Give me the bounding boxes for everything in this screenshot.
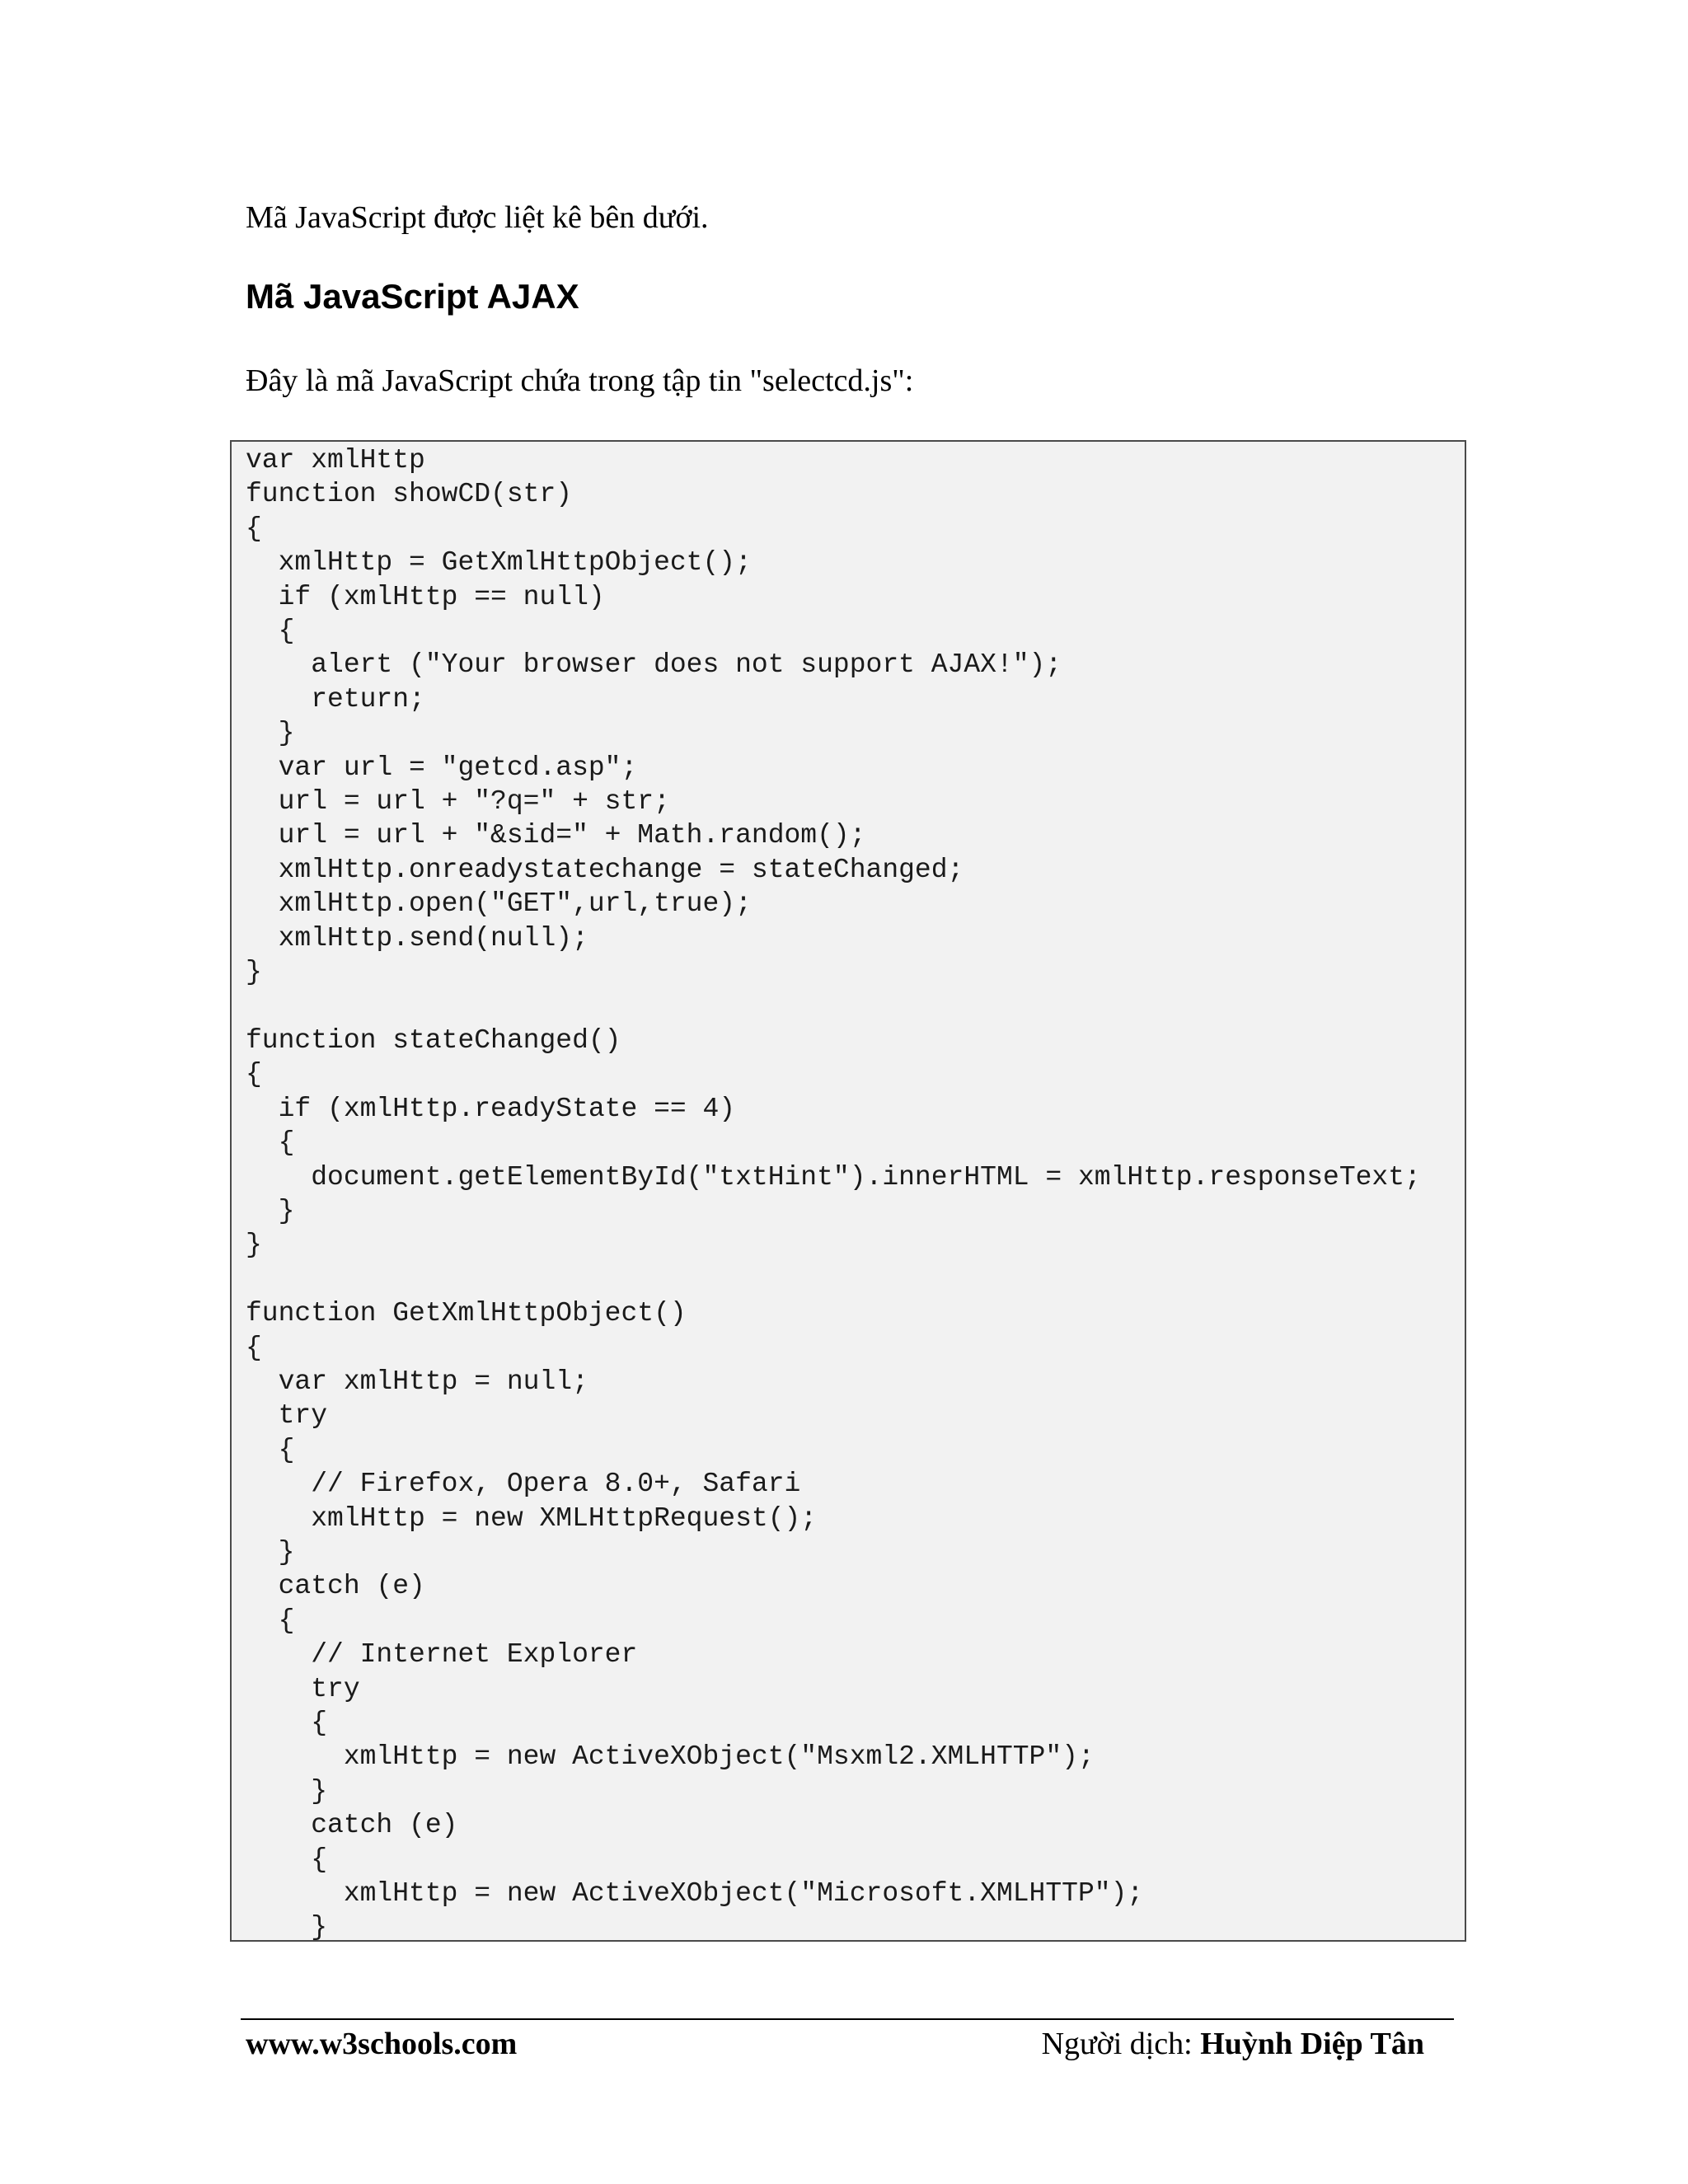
intro-paragraph: Mã JavaScript được liệt kê bên dưới. — [246, 200, 709, 235]
translator-label: Người dịch: — [1041, 2027, 1201, 2061]
footer-translator — [1042, 2021, 1424, 2067]
code-block — [230, 440, 1466, 1942]
footer-website: www.w3schools.com — [246, 2027, 518, 2061]
description-paragraph: Đây là mã JavaScript chứa trong tập tin "selectcd.js": — [246, 363, 914, 398]
translator-name: Huỳnh Diệp Tân — [1200, 2027, 1424, 2061]
code-listing: var xmlHttp function showCD(str) { xmlHttp = GetXmlHttpObject(); if (xmlHttp == null) { alert ("Your browser does not support AJAX!"); return; } var url = "getcd.asp"; url = url + "?q=" + str; url = url + "&sid=" + Math.random(); xmlHttp.onreadystatechange = stateChanged; xmlHttp.open("GET",url,true); xmlHttp.send(null); } function stateChanged() { if (xmlHttp.readyState == 4) { document.getElementById("txtHint").innerHTML = xmlHttp.responseText; } } function GetXmlHttpObject() { var xmlHttp = null; try { // Firefox, Opera 8.0+, Safari xmlHttp = new XMLHttpRequest(); } catch (e) { // Internet Explorer try { xmlHttp = new ActiveXObject("Msxml2.XMLHTTP"); } catch (e) { xmlHttp = new ActiveXObject("Microsoft.XMLHTTP"); } — [246, 445, 1421, 1942]
section-heading: Mã JavaScript AJAX — [246, 277, 579, 316]
footer-divider — [241, 2018, 1454, 2020]
